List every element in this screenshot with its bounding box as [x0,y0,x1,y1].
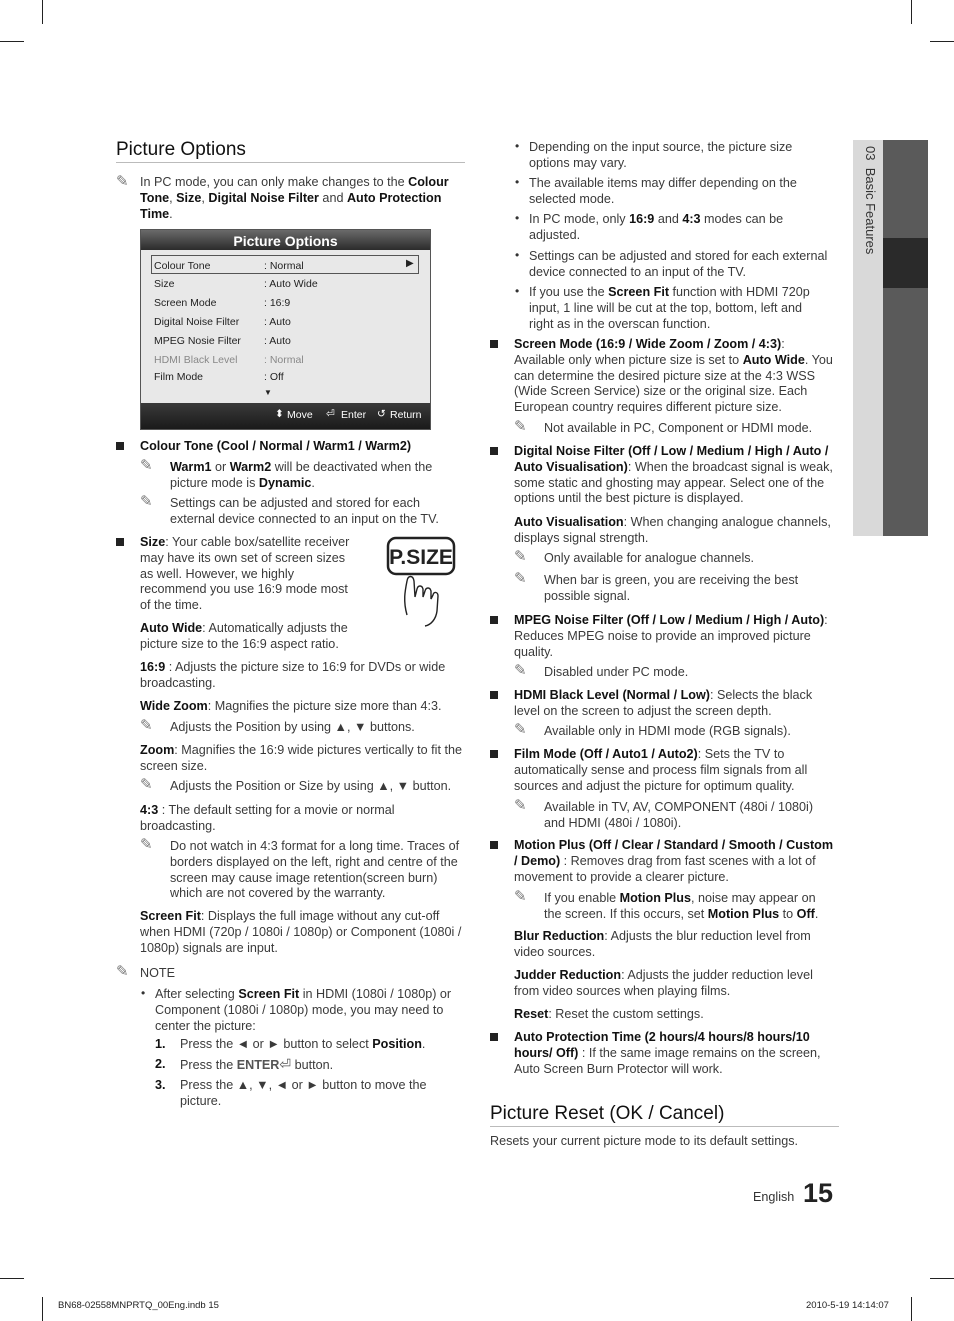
bullet-dot: • [515,284,520,298]
note-pencil-icon: ✎ [140,836,153,853]
blur-reduction-text: Blur Reduction: Adjusts the blur reduction level from video sources. [514,929,811,959]
bullet-dot: • [515,175,520,189]
bullet-square [490,447,498,455]
bullet-square [490,1033,498,1041]
osd-footer [141,403,430,429]
r43-note: Do not watch in 4:3 format for a long time. Traces of borders displayed on the left, right and centre of the screen may cause image retention(screen burn) which are not covered by the warranty. [170,839,460,901]
osd-row-value: : Off [264,371,284,383]
osd-row-label: MPEG Nosie Filter [154,335,241,347]
note-bullet: After selecting Screen Fit in HDMI (1080i / 1080p) or Component (1080i / 1080p) mode, you may need to center the picture: [155,987,452,1033]
motion-plus-text: Motion Plus (Off / Clear / Standard / Smooth / Custom / Demo) : Removes drag from fast scenes with a lot of movement to provide a clearer picture. [514,838,834,884]
osd-arrow-right-icon: ▶ [406,258,414,269]
crop-mark [0,41,24,42]
page-number: 15 [803,1178,834,1208]
bullet-square [490,691,498,699]
note-pencil-icon: ✎ [514,721,527,738]
osd-row-label: Size [154,278,175,290]
bullet-square [116,442,124,450]
print-date: 2010-5-19 14:14:07 [806,1300,889,1311]
osd-row-label: Screen Mode [154,297,217,309]
picture-reset-title: Picture Reset (OK / Cancel) [490,1103,725,1124]
screen-mode-note: Not available in PC, Component or HDMI mode. [544,421,813,435]
bullet-dot: • [141,986,146,1000]
hdmi-note: Available only in HDMI mode (RGB signals). [544,724,791,738]
psize-button-icon [385,535,457,627]
osd-return-label: Return [390,409,422,421]
step-2: Press the ENTER⏎ button. [180,1056,334,1072]
title-rule [116,162,465,163]
side-tab-text [858,146,878,254]
osd-row-label: Colour Tone [154,260,211,272]
right-bullet-5: If you use the Screen Fit function with HDMI 720p input, 1 line will be cut at the top, bottom, left and right as in the overscan function. [529,285,810,331]
osd-row-value: : Normal [264,354,304,366]
right-bullet-2: The available items may differ depending on the selected mode. [529,176,797,206]
auto-visualisation-text: Auto Visualisation: When changing analogue channels, displays signal strength. [514,515,831,545]
auto-protection-text: Auto Protection Time (2 hours/4 hours/8 hours/10 hours/ Off) : If the same image remains on the screen, Auto Screen Burn Protector will work. [514,1030,821,1076]
osd-enter-label: Enter [341,409,367,421]
r43-text: 4:3 : The default setting for a movie or normal broadcasting. [140,803,395,833]
bullet-square [490,616,498,624]
colour-tone-heading: Colour Tone (Cool / Normal / Warm1 / Warm2) [140,439,412,453]
wide-zoom-note: Adjusts the Position by using ▲, ▼ buttons. [170,720,415,734]
size-text: Size: Your cable box/satellite receiver may have its own set of screen sizes as well. However, we highly recommend you use 16:9 mode most of the time. [140,535,350,613]
osd-move-label: Move [287,409,313,421]
bullet-square [490,750,498,758]
osd-row-value: : Normal [264,260,304,272]
crop-mark [42,0,43,24]
bullet-square [490,841,498,849]
crop-mark [42,1297,43,1321]
picture-reset-text: Resets your current picture mode to its default settings. [490,1134,798,1148]
note-pencil-icon: ✎ [140,717,153,734]
screen-mode-text: Screen Mode (16:9 / Wide Zoom / Zoom / 4:3): Available only when picture size is set to Auto Wide. You can determine the desired picture size at the 4:3 WSS (Wide Screen Service) size or the original size. Each European country requires different picture size. [514,337,833,415]
osd-row-value: : Auto [264,316,291,328]
osd-row-label: HDMI Black Level [154,354,238,366]
osd-row-value: : Auto [264,335,291,347]
step-number: 3. [155,1078,166,1092]
osd-row-label: Film Mode [154,371,204,383]
r169-text: 16:9 : Adjusts the picture size to 16:9 for DVDs or wide broadcasting. [140,660,446,690]
file-name: BN68-02558MNPRTQ_00Eng.indb 15 [58,1300,219,1311]
note-pencil-icon: ✎ [514,797,527,814]
note-label: NOTE [140,966,175,980]
osd-row-value: : Auto Wide [264,278,318,290]
zoom-text: Zoom: Magnifies the 16:9 wide pictures vertically to fit the screen size. [140,743,462,773]
language-label: English [753,1190,795,1204]
hdmi-text: HDMI Black Level (Normal / Low): Selects the black level on the screen to adjust the screen depth. [514,688,813,718]
step-1: Press the ◄ or ► button to select Position. [180,1037,426,1051]
crop-mark [911,1297,912,1321]
bullet-square [116,538,124,546]
bullet-square [490,340,498,348]
note-pencil-icon: ✎ [514,548,527,565]
osd-row-value: : 16:9 [264,297,291,309]
title-rule [490,1126,839,1127]
crop-mark [930,41,954,42]
osd-row-label: Digital Noise Filter [154,316,240,328]
crop-mark [930,1278,954,1279]
crop-mark [0,1278,24,1279]
osd-title: Picture Options [141,230,430,250]
step-number: 1. [155,1037,166,1051]
enter-icon: ⏎ [279,1056,292,1072]
bullet-dot: • [515,248,520,262]
right-bullet-3: In PC mode, only 16:9 and 4:3 modes can be adjusted. [529,212,784,242]
step-number: 2. [155,1057,166,1071]
auto-wide-text: Auto Wide: Automatically adjusts the picture size to the 16:9 aspect ratio. [140,621,348,651]
zoom-note: Adjusts the Position or Size by using ▲, ▼ button. [170,779,452,793]
psize-label: P.SIZE [389,546,453,569]
mpeg-note: Disabled under PC mode. [544,665,689,679]
mpeg-text: MPEG Noise Filter (Off / Low / Medium / High / Auto): Reduces MPEG noise to provide an improved picture quality. [514,613,828,659]
judder-reduction-text: Judder Reduction: Adjusts the judder reduction level from video sources when playing films. [514,968,813,998]
av-note-2: When bar is green, you are receiving the best possible signal. [544,573,799,603]
intro-text: In PC mode, you can only make changes to the Colour Tone, Size, Digital Noise Filter and Auto Protection Time. [140,175,449,221]
section-title: Picture Options [116,139,246,160]
updown-icon: ⬍ [275,408,284,420]
note-pencil-icon: ✎ [514,418,527,435]
chapter-label: Basic Features [863,167,878,255]
side-tab-active [883,238,928,288]
bullet-dot: • [515,211,520,225]
return-icon: ↺ [377,408,386,420]
right-bullet-1: Depending on the input source, the picture size options may vary. [529,140,793,170]
dnf-text: Digital Noise Filter (Off / Low / Medium / High / Auto / Auto Visualisation): When the broadcast signal is weak, some static and ghosting may appear. Select one of the options until the best picture is displayed. [514,444,833,506]
note-pencil-icon: ✎ [140,493,153,510]
motion-plus-note: If you enable Motion Plus, noise may appear on the screen. If this occurs, set Motion Plus to Off. [544,891,819,921]
picture-options-osd [140,229,431,430]
crop-mark [911,0,912,24]
film-mode-note: Available in TV, AV, COMPONENT (480i / 1080i) and HDMI (480i / 1080i). [544,800,814,830]
side-tab-dark [883,140,928,536]
enter-icon: ⏎ [326,408,335,420]
osd-scroll-down-icon: ▼ [264,388,272,397]
note-pencil-icon: ✎ [116,173,129,190]
note-pencil-icon: ✎ [116,963,129,980]
reset-text: Reset: Reset the custom settings. [514,1007,704,1021]
note-pencil-icon: ✎ [140,776,153,793]
colour-tone-note-1: Warm1 or Warm2 will be deactivated when the picture mode is Dynamic. [170,460,433,490]
note-pencil-icon: ✎ [514,888,527,905]
note-pencil-icon: ✎ [514,662,527,679]
note-pencil-icon: ✎ [140,457,153,474]
right-bullet-4: Settings can be adjusted and stored for each external device connected to an input of the TV. [529,249,828,279]
chapter-number: 03 [863,146,878,161]
av-note-1: Only available for analogue channels. [544,551,755,565]
note-pencil-icon: ✎ [514,570,527,587]
film-mode-text: Film Mode (Off / Auto1 / Auto2): Sets the TV to automatically sense and process film signals from all sources and adjust the picture for optimum quality. [514,747,808,793]
bullet-dot: • [515,139,520,153]
step-3: Press the ▲, ▼, ◄ or ► button to move the picture. [180,1078,427,1108]
colour-tone-note-2: Settings can be adjusted and stored for each external device connected to an input on the TV. [170,496,439,526]
screen-fit-text: Screen Fit: Displays the full image without any cut-off when HDMI (720p / 1080i / 1080p) or Component (1080i / 1080p) signals are input. [140,909,462,955]
wide-zoom-text: Wide Zoom: Magnifies the picture size more than 4:3. [140,699,442,713]
